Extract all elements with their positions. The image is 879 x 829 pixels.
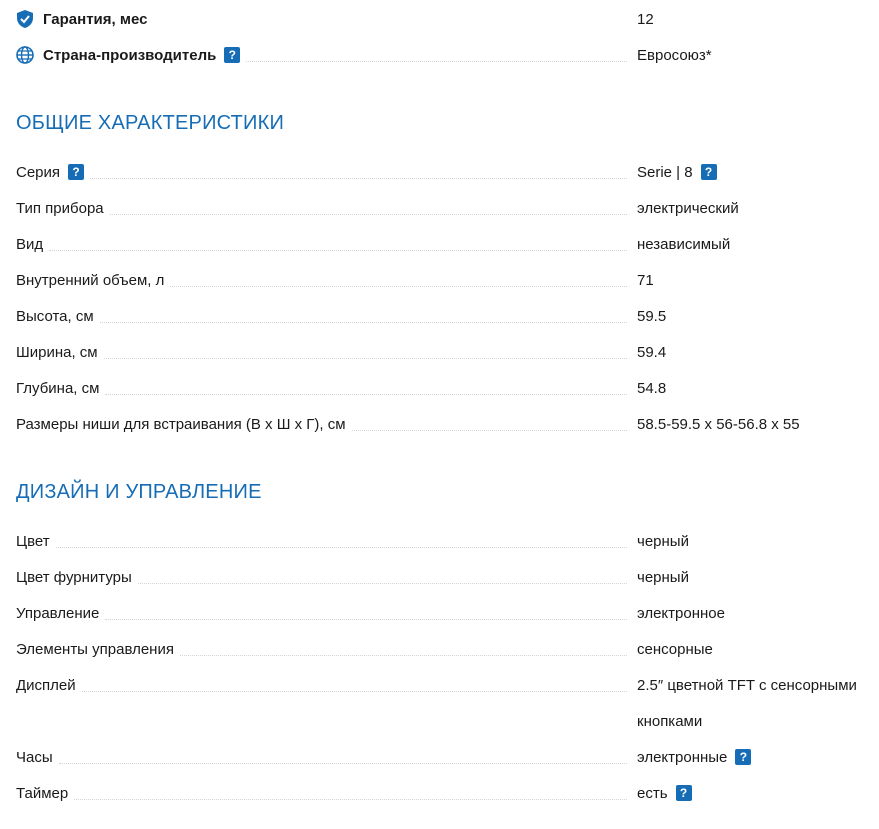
spec-value-line2: кнопками — [637, 712, 703, 730]
help-icon[interactable]: ? — [735, 749, 751, 765]
spec-label: Гарантия, мес — [43, 10, 148, 28]
spec-row-warranty — [16, 7, 879, 31]
spec-value: 2.5″ цветной TFT с сенсорными — [637, 676, 857, 694]
spec-row — [16, 781, 879, 805]
spec-value: 12 — [637, 10, 654, 28]
spec-row — [16, 196, 879, 220]
spec-value: электрический — [637, 199, 739, 217]
spec-row — [16, 601, 879, 625]
section-title-design: ДИЗАЙН И УПРАВЛЕНИЕ — [16, 481, 262, 503]
spec-row-country — [16, 43, 879, 67]
spec-value: независимый — [637, 235, 731, 253]
spec-value: черный — [637, 532, 689, 550]
spec-label: Часы — [16, 749, 59, 766]
spec-row — [16, 673, 879, 697]
spec-label: Тип прибора — [16, 200, 110, 217]
spec-value: 59.4 — [637, 343, 667, 361]
spec-row — [16, 376, 879, 400]
globe-icon — [16, 46, 34, 64]
spec-row — [16, 412, 879, 436]
spec-value: 54.8 — [637, 379, 667, 397]
spec-value: есть — [637, 784, 668, 802]
spec-row — [16, 745, 879, 769]
spec-value: электронное — [637, 604, 725, 622]
spec-value: 71 — [637, 271, 654, 289]
spec-row — [16, 340, 879, 364]
help-icon[interactable]: ? — [676, 785, 692, 801]
spec-value: Евросоюз* — [637, 46, 712, 64]
spec-label: Размеры ниши для встраивания (В х Ш х Г), см — [16, 416, 352, 433]
spec-label: Высота, см — [16, 308, 100, 325]
spec-label: Внутренний объем, л — [16, 272, 170, 289]
help-icon[interactable]: ? — [224, 47, 240, 63]
spec-label: Управление — [16, 605, 105, 622]
spec-label: Дисплей — [16, 677, 82, 694]
spec-value: 59.5 — [637, 307, 667, 325]
spec-row — [16, 232, 879, 256]
spec-row — [16, 268, 879, 292]
spec-label: Цвет фурнитуры — [16, 569, 138, 586]
spec-label: Таймер — [16, 785, 74, 802]
spec-label: Цвет — [16, 533, 56, 550]
help-icon[interactable]: ? — [701, 164, 717, 180]
spec-value: черный — [637, 568, 689, 586]
spec-label: Глубина, см — [16, 380, 105, 397]
spec-row — [16, 529, 879, 553]
section-title-general: ОБЩИЕ ХАРАКТЕРИСТИКИ — [16, 112, 285, 134]
spec-row — [16, 565, 879, 589]
spec-label: Серия — [16, 163, 61, 181]
spec-row-continuation — [16, 709, 879, 733]
spec-label-cell — [16, 10, 637, 28]
spec-label: Элементы управления — [16, 641, 180, 658]
spec-label: Вид — [16, 236, 49, 253]
spec-value: сенсорные — [637, 640, 713, 658]
spec-value: 58.5-59.5 х 56-56.8 х 55 — [637, 415, 800, 433]
spec-value: Serie | 8 — [637, 163, 693, 181]
spec-row — [16, 160, 879, 184]
spec-row — [16, 304, 879, 328]
help-icon[interactable]: ? — [68, 164, 84, 180]
spec-row — [16, 637, 879, 661]
shield-check-icon — [16, 10, 34, 28]
spec-label: Страна-производитель — [43, 46, 217, 64]
spec-label-cell — [16, 46, 637, 64]
spec-value: электронные — [637, 748, 728, 766]
spec-label: Ширина, см — [16, 344, 104, 361]
